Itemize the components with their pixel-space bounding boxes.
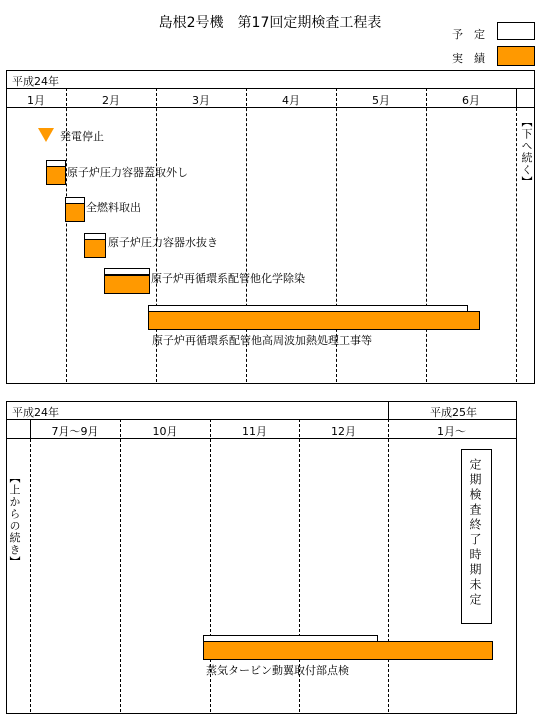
legend-actual-swatch [497,46,535,66]
actual-bar [46,166,66,185]
month-header: 5月 [372,94,390,107]
month-header: 12月 [331,425,356,438]
legend-plan-label: 予 定 [452,28,485,41]
month-gridline [516,108,517,382]
month-header: 3月 [192,94,210,107]
era-label: 平成24年 [12,406,59,419]
month-header: 7月～9月 [51,425,99,438]
inspection-end-note: 定期検査終了時期未定 [468,458,482,608]
divider [6,419,517,420]
task-label: 原子炉再循環系配管他化学除染 [151,272,305,285]
task-label: 蒸気タービン動翼取付部点検 [206,664,349,677]
task-label: 全燃料取出 [86,201,141,214]
month-header: 6月 [462,94,480,107]
era-label: 平成25年 [430,406,477,419]
continued-from-above-note: 【上からの続き】 [8,472,21,568]
task-label: 原子炉圧力容器蓋取外し [67,166,188,179]
month-header: 4月 [282,94,300,107]
legend-plan-swatch [497,22,535,40]
month-header: 1月～ [437,425,466,438]
page-title: 島根2号機 第17回定期検査工程表 [158,15,382,31]
task-label: 原子炉再循環系配管他高周波加熱処理工事等 [152,334,372,347]
task-label: 原子炉圧力容器水抜き [108,236,218,249]
actual-bar [65,203,85,222]
continue-below-note: 【下へ続く】 [520,116,533,188]
month-gridline [30,439,31,712]
month-gridline [388,419,389,712]
divider [6,88,535,89]
month-header: 2月 [102,94,120,107]
actual-bar [148,311,480,330]
month-header: 10月 [152,425,178,438]
legend-actual-label: 実 績 [452,52,485,65]
divider [388,401,389,419]
month-gridline [120,419,121,712]
era-label: 平成24年 [12,75,59,88]
month-header: 11月 [242,425,267,438]
divider [516,88,517,108]
shutdown-milestone-icon [38,128,54,142]
milestone-label: 発電停止 [60,130,104,143]
month-header: 1月 [27,94,45,107]
actual-bar [104,275,150,294]
actual-bar [84,239,106,258]
actual-bar [203,641,493,660]
month-gridline [426,88,427,382]
plan-bar [104,268,150,275]
